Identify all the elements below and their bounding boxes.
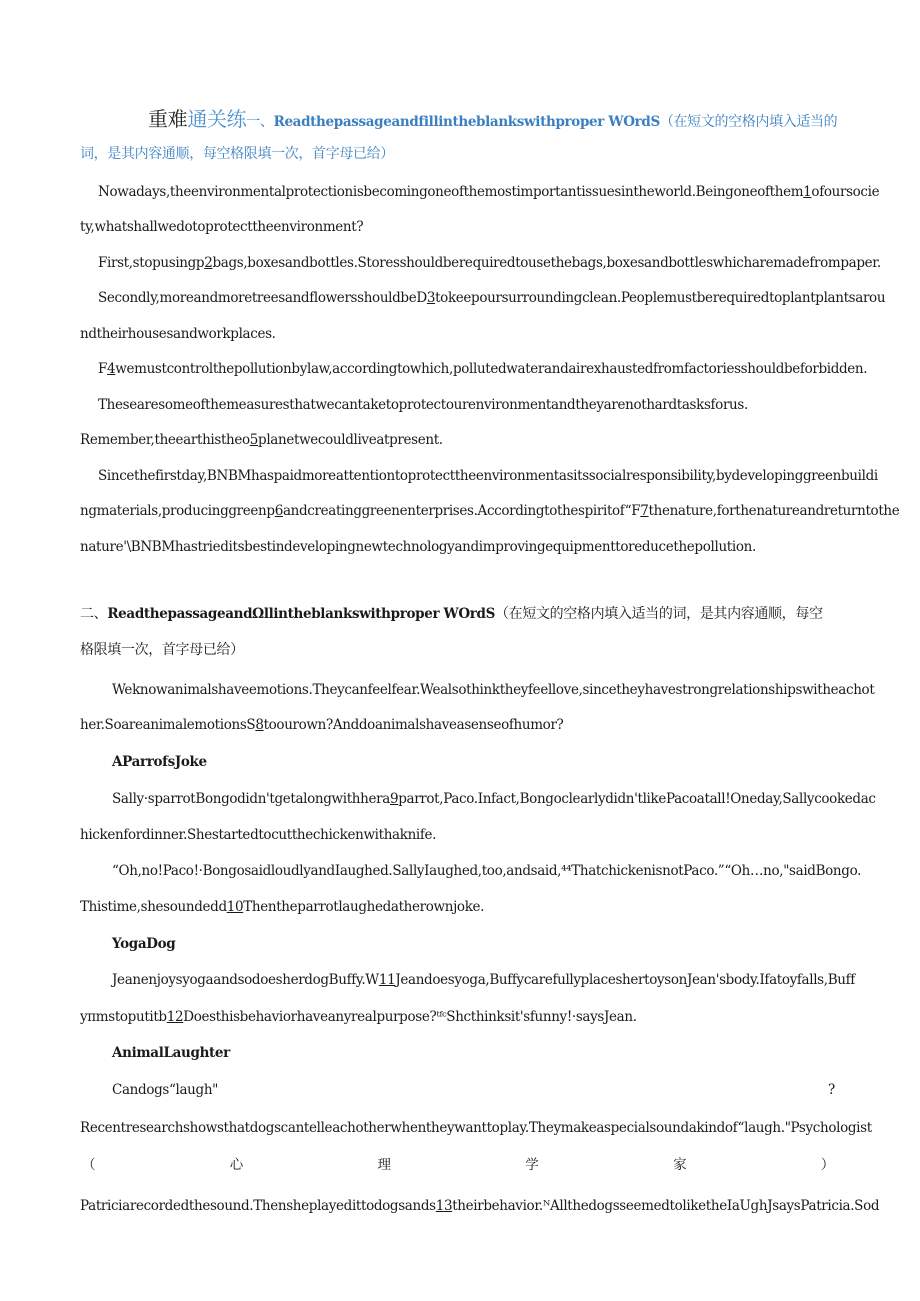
- section2-title: [80, 605, 823, 623]
- paragraph-line: ty,whatshallwedotoprotecttheenvironment?: [80, 219, 364, 235]
- paragraph-line: hickenfordinner.Shestartedtocutthechickenwithaknife.: [80, 827, 437, 843]
- subheading: AParrofsJoke: [112, 754, 207, 770]
- paragraph-line: Patriciarecordedthesound.Thensheplayedittodogsands13theirbehavior.ᴺAllthedogsseemedtoliketheIaUghJsaysPatricia.Sod: [80, 1198, 880, 1214]
- paragraph-line: Thesearesomeofthemeasuresthatwecantaketoprotectourenvironmentandtheyarenothardtasksforus.: [98, 397, 748, 413]
- title-english: Readthepassageandfillintheblankswithproper WOrdS: [273, 114, 660, 130]
- title-prefix: 重难: [148, 107, 188, 131]
- paragraph-line: ngmaterials,producinggreenp6andcreatinggreenenterprises.Accordingtothespiritof“F7thenature,forthenatureandreturntothe: [80, 503, 900, 519]
- paragraph-line: ndtheirhousesandworkplaces.: [80, 326, 276, 342]
- paragraph-line: Weknowanimalshaveemotions.Theycanfeelfear.Wealsothinktheyfeellove,sincetheyhavestrongrelationshipswitheachot: [112, 682, 875, 698]
- subheading: YogaDog: [112, 936, 176, 952]
- section1-title: [148, 107, 838, 131]
- paragraph-line-end: ?: [828, 1082, 835, 1098]
- paragraph-line: yπmstoputitb12Doesthisbehaviorhaveanyrealpurpose?ᵗᶠᶜShcthinksit'sfunny!·saysJean.: [80, 1009, 637, 1025]
- spread-line: （ 心 理 学 家 ）: [82, 1157, 834, 1173]
- paragraph-line: Recentresearchshowsthatdogscantelleachotherwhentheywanttoplay.Theymakeaspecialsoundakindof“laugh."Psychologist: [80, 1120, 872, 1136]
- paragraph-line: Thistime,shesoundedd10Thentheparrotlaughedatherownjoke.: [80, 899, 485, 915]
- paragraph-line: First,stopusingp2bags,boxesandbottles.Storesshouldberequiredtousethebags,boxesandbottleswhicharemadefrompaper.: [98, 255, 881, 271]
- section1-title-line2: 词，是其内容通顺，每空格限填一次，首字母已给）: [80, 146, 394, 162]
- paragraph-line: her.SoareanimalemotionsS8toourown?Anddoanimalshaveasenseofhumor?: [80, 717, 564, 733]
- paragraph-line: nature'\BNBMhastrieditsbestindevelopingnewtechnologyandimprovingequipmenttoreducethepollution.: [80, 539, 756, 555]
- title-highlight: 通关练: [187, 107, 247, 131]
- paragraph-line: “Oh,no!Paco!·BongosaidloudlyandIaughed.SallyIaughed,too,andsaid,⁴⁴ThatchickenisnotPaco.”“Oh…no,"saidBongo.: [112, 863, 862, 879]
- title-english: ReadthepassageandΩllintheblankswithproper WOrdS: [107, 606, 496, 622]
- title-chinese: （在短文的空格内填入适当的词，是其内容通顺，每空: [495, 606, 823, 622]
- paragraph-line: Sincethefirstday,BNBMhaspaidmoreattentiontoprotecttheenvironmentasitssocialresponsibility,bydevelopinggreenbuildi: [98, 468, 878, 484]
- title-chinese: （在短文的空格内填入适当的: [659, 114, 838, 130]
- section2-title-line2: 格限填一次，首字母已给）: [80, 642, 244, 658]
- title-number: 二、: [80, 606, 108, 622]
- paragraph-line: JeanenjoysyogaandsodoesherdogBuffy.W11Jeandoesyoga,BuffycarefullyplaceshertoysonJean'sbody.Ifatoyfalls,Buff: [112, 972, 855, 988]
- paragraph-line: Candogs“laugh": [112, 1082, 219, 1098]
- paragraph-line: Secondly,moreandmoretreesandflowersshouldbeD3tokeepoursurroundingclean.Peoplemustberequiredtoplantplantsarou: [98, 290, 886, 306]
- paragraph-line: Sally·sparrotBongodidn'tgetalongwithhera9parrot,Paco.Infact,Bongoclearlydidn'tlikePacoatall!Oneday,Sallycookedac: [112, 791, 876, 807]
- paragraph-line: Remember,theearthistheo5planetwecouldliveatpresent.: [80, 432, 443, 448]
- subheading: AnimalLaughter: [112, 1045, 230, 1061]
- paragraph-line: F4wemustcontrolthepollutionbylaw,accordingtowhich,pollutedwaterandairexhaustedfromfactoriesshouldbeforbidden.: [98, 361, 868, 377]
- title-number: 一、: [246, 114, 274, 130]
- paragraph-line: Nowadays,theenvironmentalprotectionisbecomingoneofthemostimportantissuesintheworld.Beingoneofthem1ofoursocie: [98, 184, 880, 200]
